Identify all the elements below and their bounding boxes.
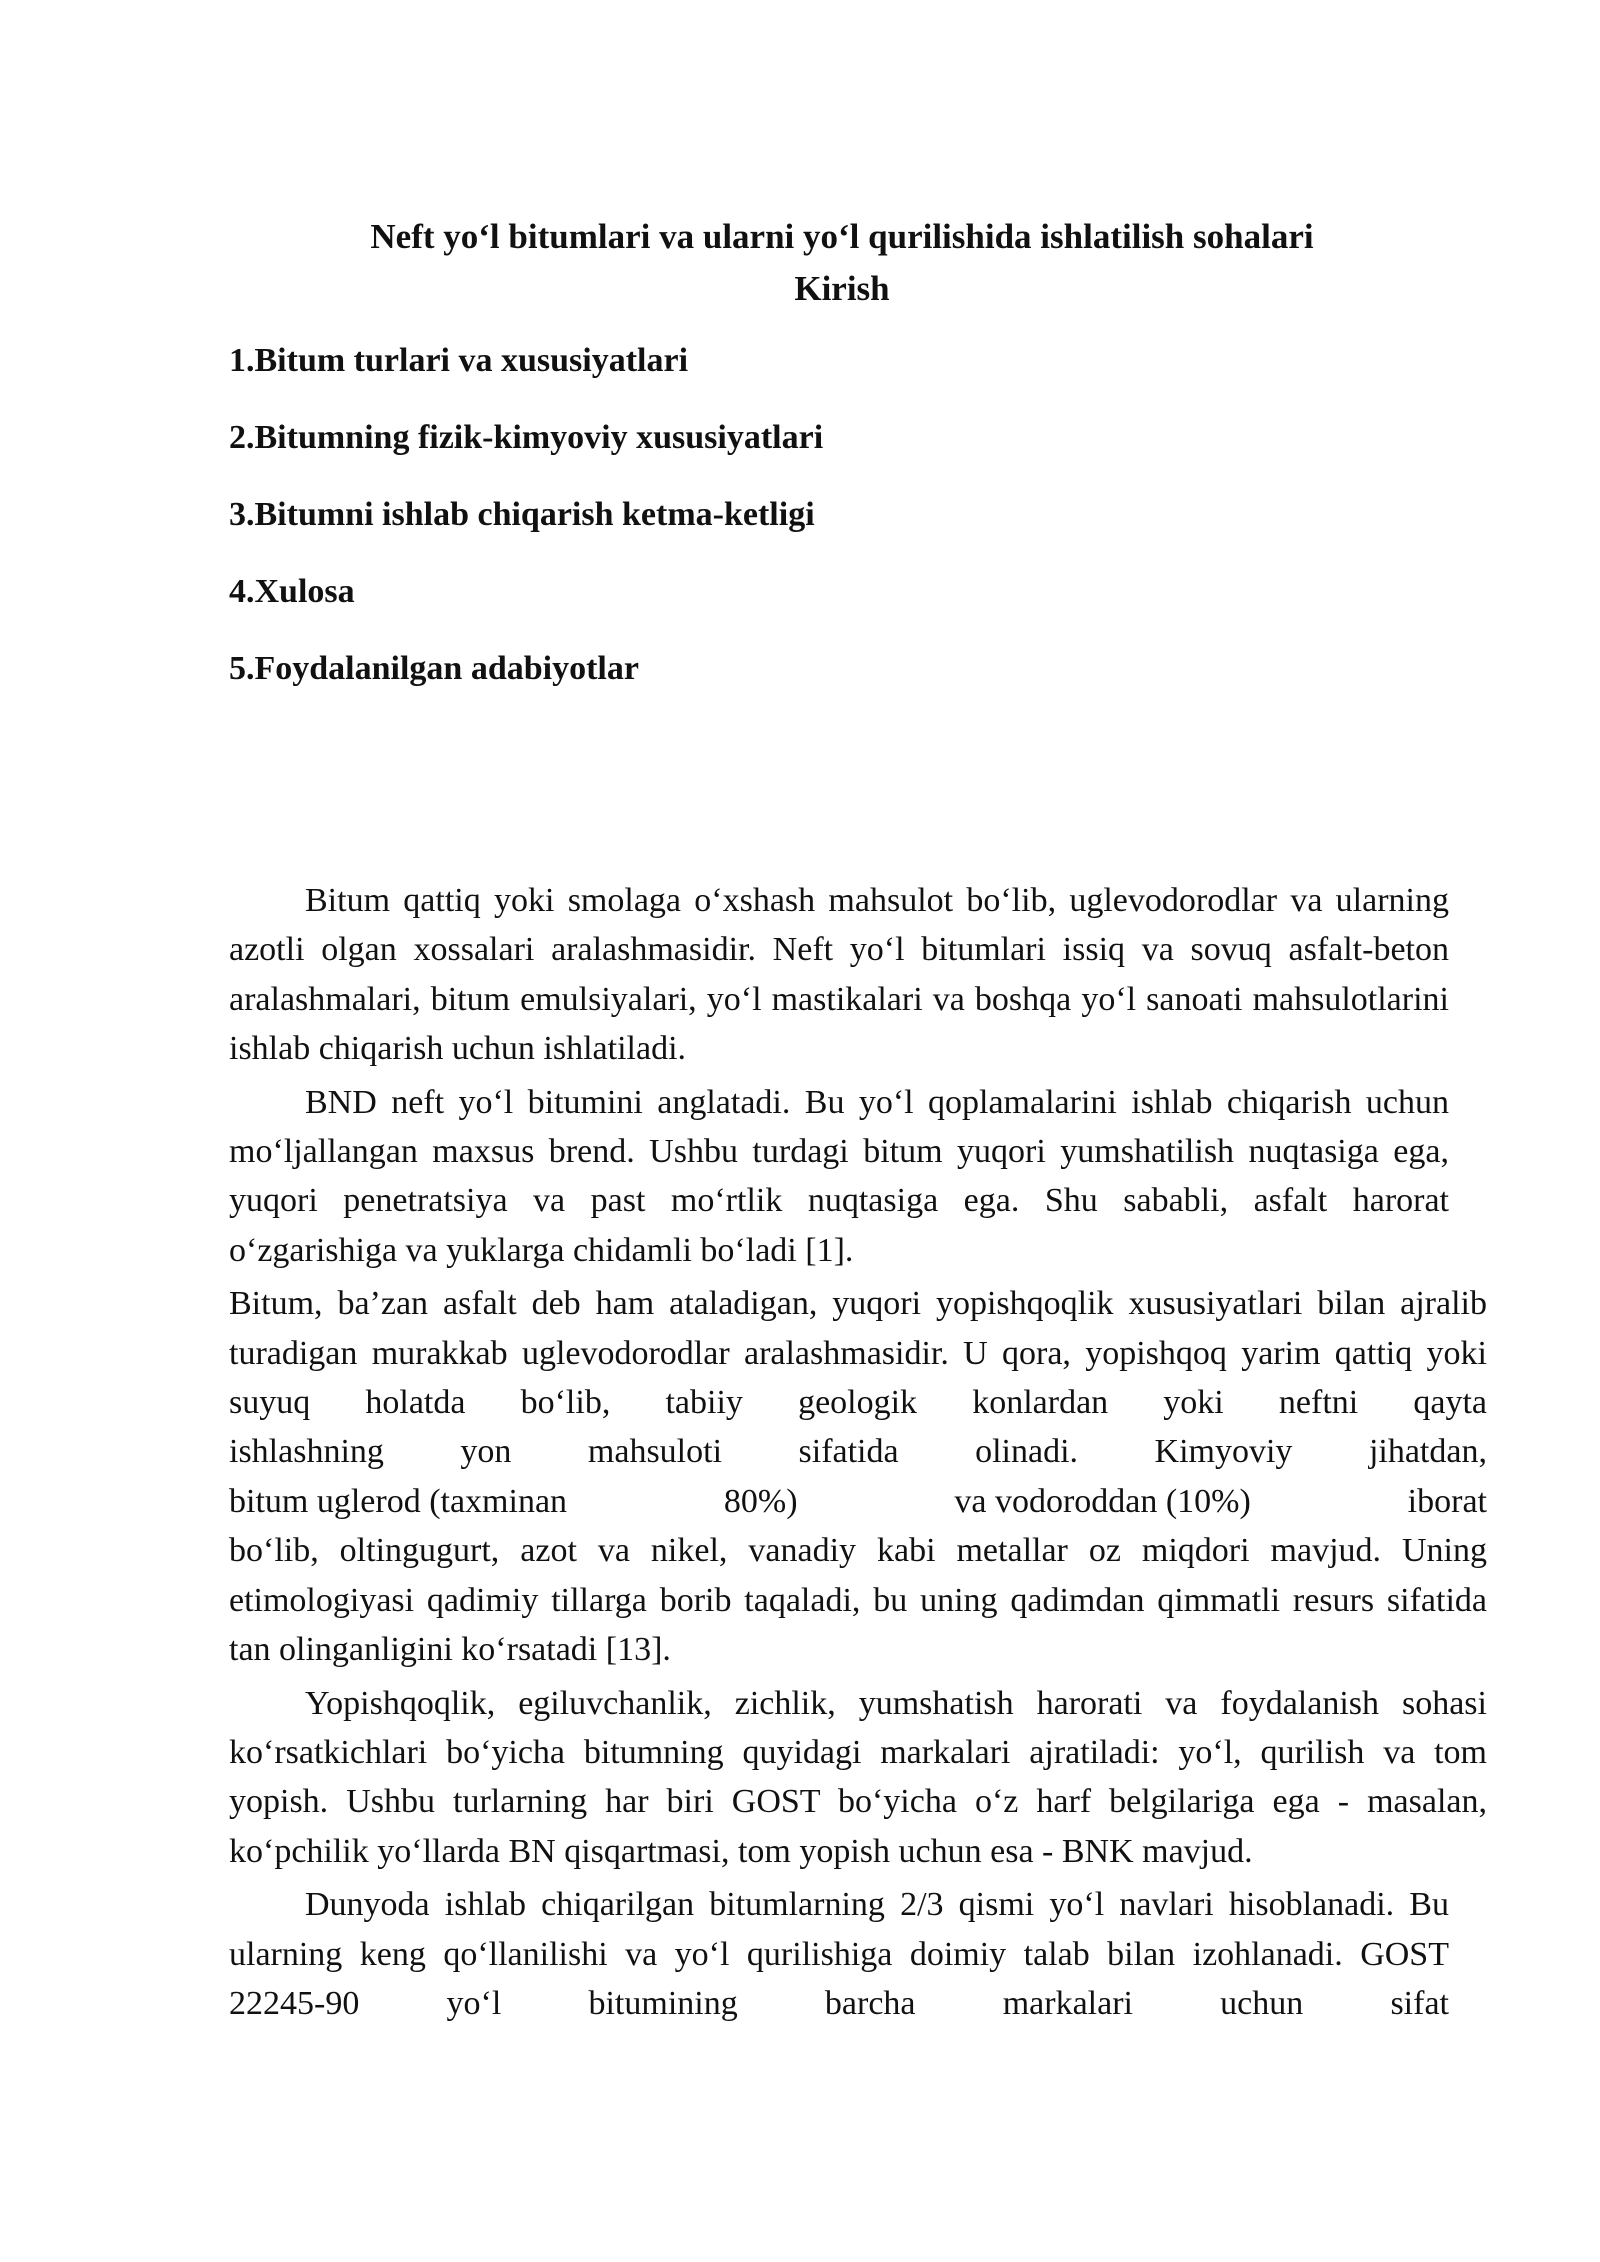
- toc-item: 3.Bitumni ishlab chiqarish ketma-ketligi: [229, 496, 815, 533]
- word: olinadi.: [975, 1433, 1079, 1471]
- table-of-contents: [229, 336, 823, 721]
- paragraph-part: Bitum, ba’zan asfalt deb ham ataladigan, yuqori yopishqoqlik xususiyatlari bilan ajralib turadigan murakkab uglevodorodlar aralashmasidir. U qora, yopishqoq yarim qattiq yoki suyuq holatda bo‘lib, tabiiy geologik konlardan yoki neftni qayta: [229, 1285, 1487, 1422]
- paragraph: [229, 1279, 1487, 1674]
- word: Kimyoviy: [1154, 1433, 1293, 1471]
- body-text: [229, 876, 1487, 2028]
- word: ishlashning: [229, 1433, 384, 1471]
- paragraph: Dunyoda ishlab chiqarilgan bitumlarning 2/3 qismi yo‘l navlari hisoblanadi. Bu ularning keng qo‘llanilishi va yo‘l qurilishiga doimiy talab bilan izohlanadi. GOST 22245-90 yo‘l bitumining barcha markalari uchun sifat: [229, 1886, 1449, 2022]
- word: 80%): [723, 1482, 798, 1520]
- word: yon: [460, 1433, 512, 1471]
- word: jihatdan,: [1368, 1433, 1487, 1471]
- toc-item: 5.Foydalanilgan adabiyotlar: [229, 650, 639, 687]
- word: bitum uglerod (taxminan: [229, 1482, 568, 1520]
- word: mahsuloti: [587, 1433, 723, 1471]
- toc-item: 2.Bitumning fizik-kimyoviy xususiyatlari: [229, 419, 824, 456]
- toc-item: 4.Xulosa: [229, 573, 355, 610]
- word: iborat: [1407, 1482, 1487, 1520]
- paragraph: Bitum qattiq yoki smolaga o‘xshash mahsulot bo‘lib, uglevodorodlar va ularning azotli olgan xossalari aralashmasidir. Neft yo‘l bitumlari issiq va sovuq asfalt-beton aralashmalari, bitum emulsiyalari, yo‘l mastikalari va boshqa yo‘l sanoati mahsulotlarini ishlab chiqarish uchun ishlatiladi.: [229, 882, 1449, 1068]
- paragraph-part: bo‘lib, oltingugurt, azot va nikel, vanadiy kabi metallar oz miqdori mavjud. Uning etimologiyasi qadimiy tillarga borib taqaladi, bu uning qadimdan qimmatli resurs sifatida tan olinganligini ko‘rsatadi [13].: [229, 1532, 1487, 1669]
- word: sifatida: [798, 1433, 899, 1471]
- paragraph: BND neft yo‘l bitumini anglatadi. Bu yo‘l qoplamalarini ishlab chiqarish uchun mo‘ljallangan maxsus brend. Ushbu turdagi bitum yuqori yumshatilish nuqtasiga ega, yuqori penetratsiya va past mo‘rtlik nuqtasiga ega. Shu sababli, asfalt harorat o‘zgarishiga va yuklarga chidamli bo‘ladi [1].: [229, 1083, 1449, 1269]
- toc-item: 1.Bitum turlari va xususiyatlari: [229, 342, 689, 379]
- paragraph: Yopishqoqlik, egiluvchanlik, zichlik, yumshatish harorati va foydalanish sohasi ko‘rsatkichlari bo‘yicha bitumning quyidagi markalari ajratiladi: yo‘l, qurilish va tom yopish. Ushbu turlarning har biri GOST bo‘yicha o‘z harf belgilariga ega - masalan, ko‘pchilik yo‘llarda BN qisqartmasi, tom yopish uchun esa - BNK mavjud.: [229, 1684, 1487, 1870]
- section-heading-kirish: Kirish: [794, 269, 890, 308]
- word: va vodoroddan (10%): [954, 1482, 1251, 1520]
- document-title: Neft yo‘l bitumlari va ularni yo‘l qurilishida ishlatilish sohalari: [370, 217, 1314, 256]
- paragraph-line: [229, 1477, 1487, 1526]
- paragraph-line: [229, 1427, 1487, 1476]
